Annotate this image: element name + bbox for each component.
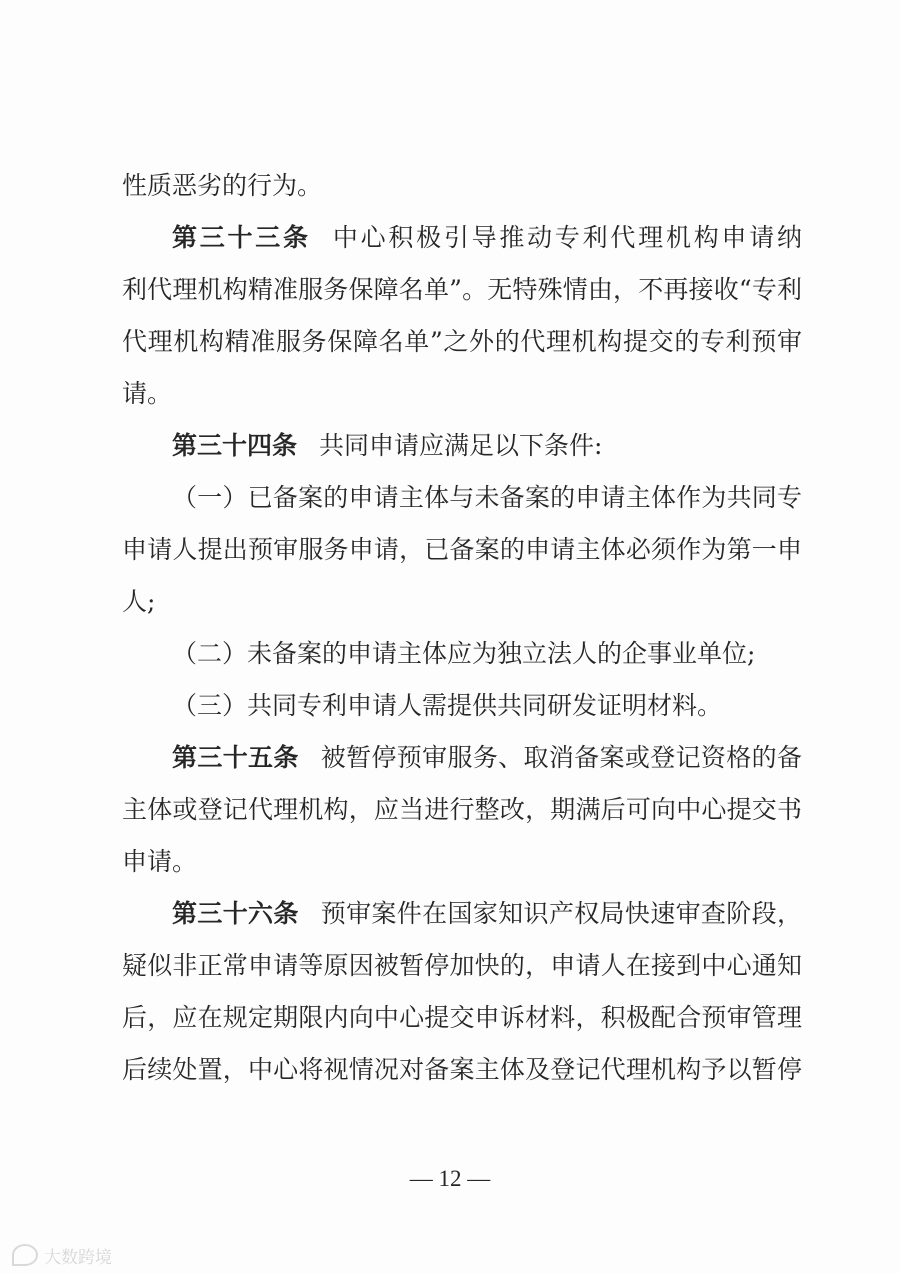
body-line: 人;	[122, 587, 156, 616]
article-33-line	[172, 218, 802, 258]
body-line: 性质恶劣的行为。	[122, 171, 323, 200]
body-line: 后续处置，中心将视情况对备案主体及登记代理机构予以暂停	[122, 1055, 802, 1084]
clause-line: （一）已备案的申请主体与未备案的申请主体作为共同专	[172, 483, 802, 512]
article-35-line	[172, 738, 802, 778]
body-line: 申请人提出预审服务申请，已备案的申请主体必须作为第一申	[122, 535, 802, 564]
clause-line: （二）未备案的申请主体应为独立法人的企事业单位;	[172, 639, 756, 668]
body-line: 利代理机构精准服务保障名单”。无特殊情由，不再接收“专利	[122, 275, 802, 304]
body-line: 主体或登记代理机构，应当进行整改，期满后可向中心提交书	[122, 795, 802, 824]
article-heading: 第三十六条	[172, 899, 299, 928]
page-number: — 12 —	[409, 1166, 491, 1191]
watermark-logo-icon	[12, 1244, 38, 1266]
body-line: 疑似非正常申请等原因被暂停加快的，申请人在接到中心通知	[122, 951, 802, 980]
body-line: 请。	[122, 379, 173, 408]
article-34-line	[172, 426, 802, 466]
watermark	[12, 1240, 112, 1270]
body-line: 申请。	[122, 847, 198, 876]
body-line: 后，应在规定期限内向中心提交申诉材料，积极配合预审管理	[122, 1003, 802, 1032]
article-text: 被暂停预审服务、取消备案或登记资格的备	[320, 743, 802, 772]
watermark-text: 大数跨境	[44, 1247, 112, 1268]
article-text: 共同申请应满足以下条件:	[319, 431, 603, 460]
clause-line: （三）共同专利申请人需提供共同研发证明材料。	[172, 691, 723, 720]
article-text: 中心积极引导推动专利代理机构申请纳	[332, 223, 802, 252]
body-line: 代理机构精准服务保障名单”之外的代理机构提交的专利预审	[122, 327, 802, 356]
article-heading: 第三十三条	[172, 223, 311, 252]
article-heading: 第三十五条	[172, 743, 299, 772]
article-36-line	[172, 894, 802, 934]
article-heading: 第三十四条	[172, 431, 298, 460]
article-text: 预审案件在国家知识产权局快速审查阶段，	[320, 899, 802, 928]
